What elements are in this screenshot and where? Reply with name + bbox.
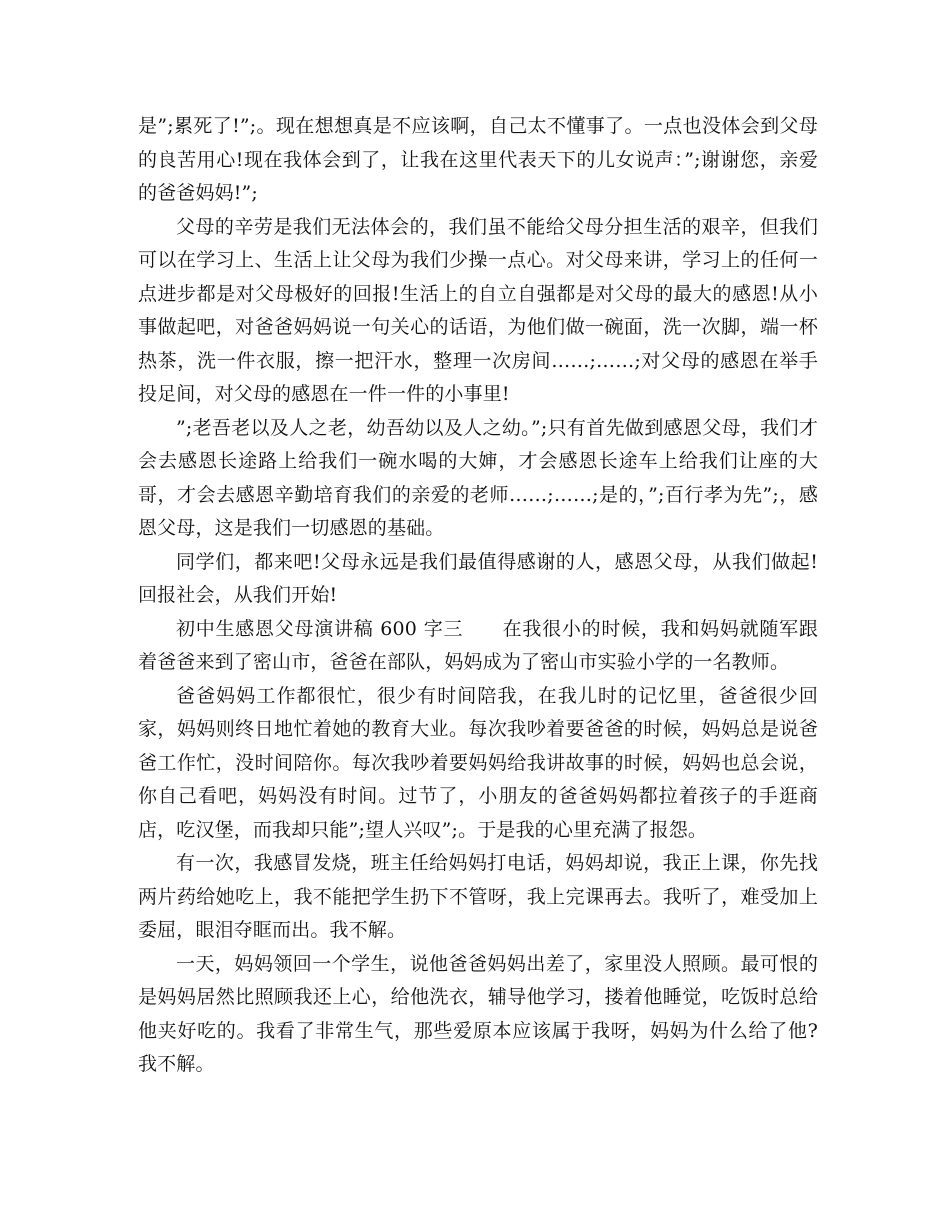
paragraph: ”;老吾老以及人之老，幼吾幼以及人之幼。”;只有首先做到感恩父母，我们才会去感恩长途路上给我们一碗水喝的大婶，才会感恩长途车上给我们让座的大哥，才会去感恩辛勤培育我们的亲爱的老师……;……;是的，”;百行孝为先”;，感恩父母，这是我们一切感恩的基础。 — [138, 416, 818, 539]
paragraph: 父母的辛劳是我们无法体会的，我们虽不能给父母分担生活的艰辛，但我们可以在学习上、生活上让父母为我们少操一点心。对父母来讲，学习上的任何一点进步都是对父母极好的回报!生活上的自立自强都是对父母的最大的感恩!从小事做起吧，对爸爸妈妈说一句关心的话语，为他们做一碗面，洗一次脚，端一杯热茶，洗一件衣服，擦一把汗水，整理一次房间……;……;对父母的感恩在举手投足间，对父母的感恩在一件一件的小事里! — [138, 215, 818, 405]
document-body — [138, 110, 818, 1082]
paragraph: 初中生感恩父母演讲稿 600 字三 在我很小的时候，我和妈妈就随军跟着爸爸来到了密山市，爸爸在部队，妈妈成为了密山市实验小学的一名教师。 — [138, 617, 818, 673]
paragraph: 是”;累死了!”;。现在想想真是不应该啊，自己太不懂事了。一点也没体会到父母的良苦用心!现在我体会到了，让我在这里代表天下的儿女说声：”;谢谢您，亲爱的爸爸妈妈!”; — [138, 115, 818, 204]
paragraph: 有一次，我感冒发烧，班主任给妈妈打电话，妈妈却说，我正上课，你先找两片药给她吃上，我不能把学生扔下不管呀，我上完课再去。我听了，难受加上委屈，眼泪夺眶而出。我不解。 — [138, 852, 818, 941]
paragraph: 爸爸妈妈工作都很忙，很少有时间陪我，在我儿时的记忆里，爸爸很少回家，妈妈则终日地忙着她的教育大业。每次我吵着要爸爸的时候，妈妈总是说爸爸工作忙，没时间陪你。每次我吵着要妈妈给我讲故事的时候，妈妈也总会说，你自己看吧，妈妈没有时间。过节了，小朋友的爸爸妈妈都拉着孩子的手逛商店，吃汉堡，而我却只能”;望人兴叹”;。于是我的心里充满了报怨。 — [138, 684, 818, 841]
paragraph: 同学们，都来吧!父母永远是我们最值得感谢的人，感恩父母，从我们做起!回报社会，从我们开始! — [138, 550, 818, 606]
paragraph: 一天，妈妈领回一个学生，说他爸爸妈妈出差了，家里没人照顾。最可恨的是妈妈居然比照顾我还上心，给他洗衣，辅导他学习，搂着他睡觉，吃饭时总给他夹好吃的。我看了非常生气，那些爱原本应该属于我呀，妈妈为什么给了他?我不解。 — [138, 952, 818, 1075]
